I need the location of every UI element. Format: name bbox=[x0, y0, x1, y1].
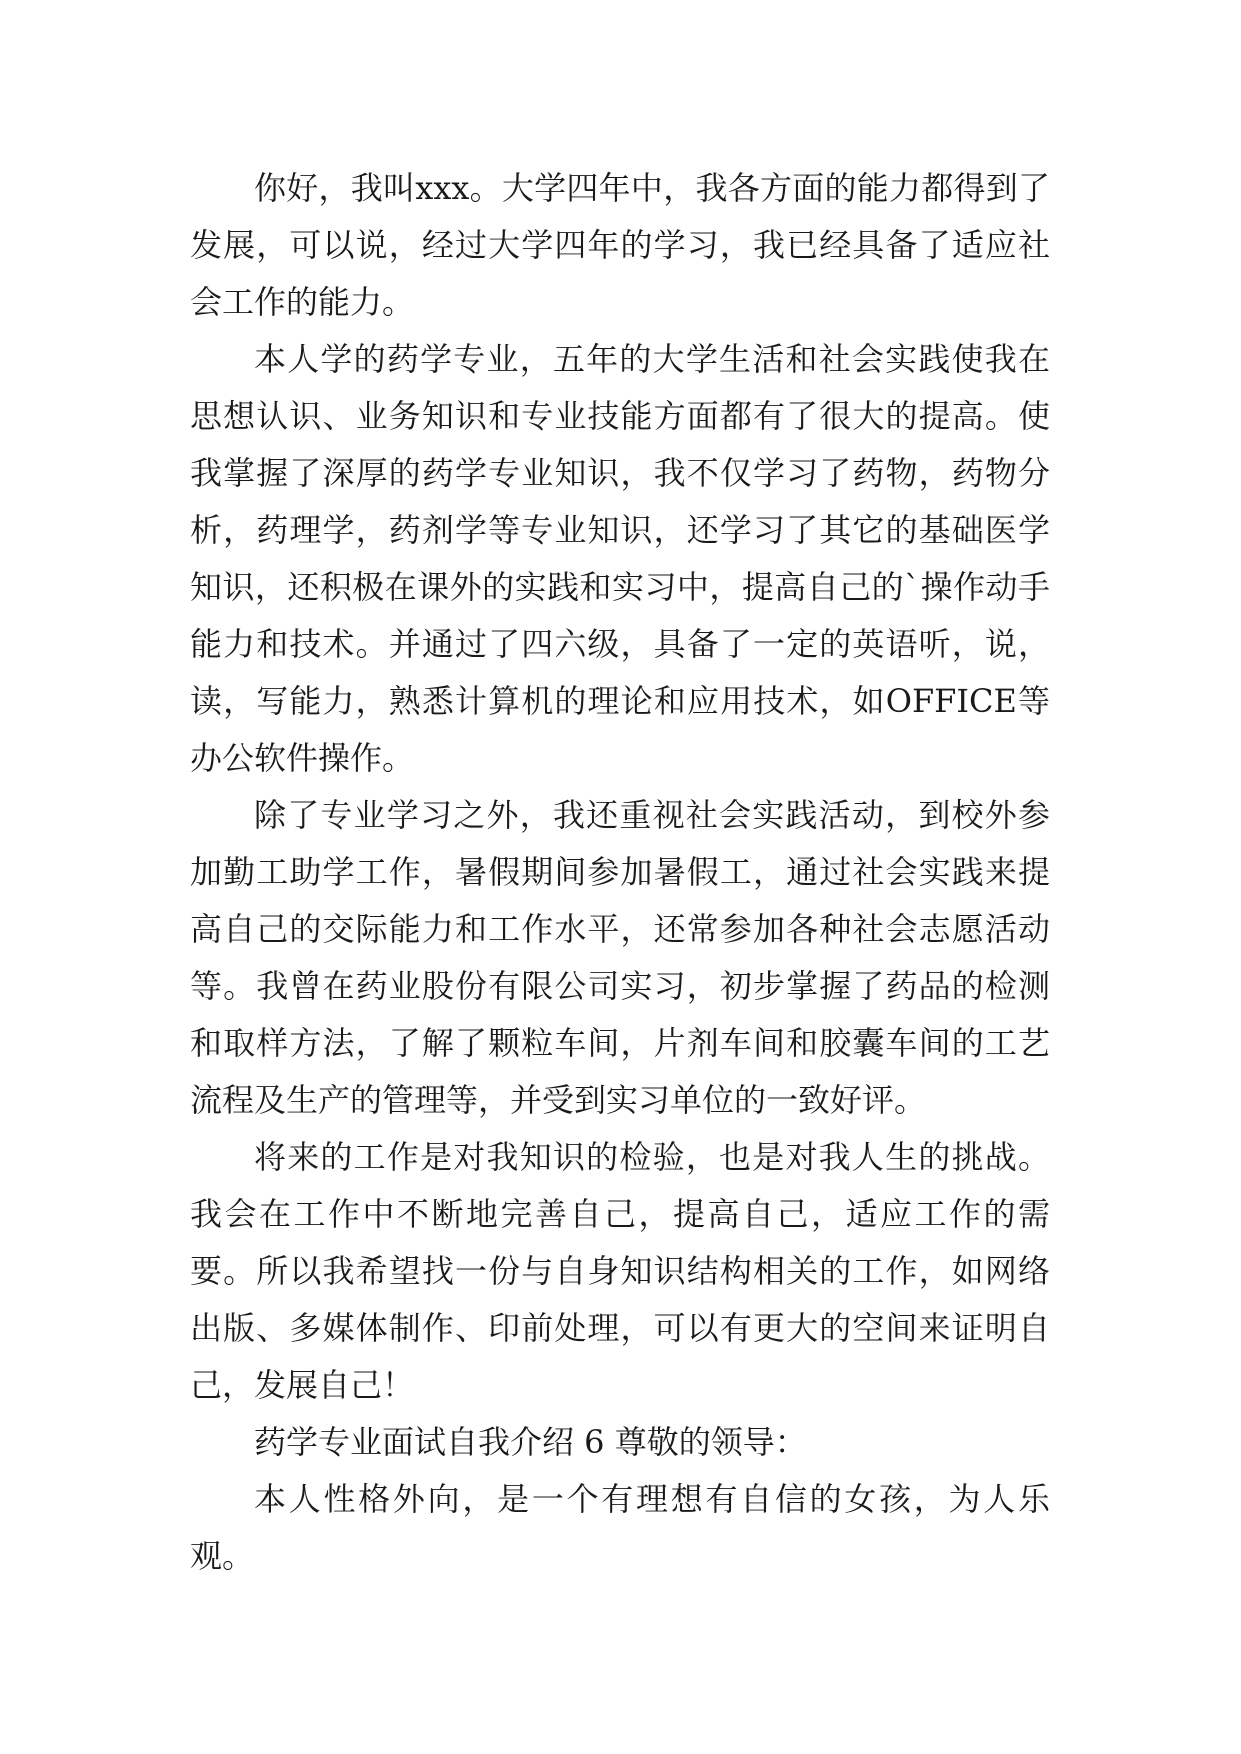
paragraph-personality: 本人性格外向，是一个有理想有自信的女孩，为人乐观。 bbox=[190, 1480, 1050, 1575]
document-body bbox=[190, 160, 1050, 1585]
paragraph-future: 将来的工作是对我知识的检验，也是对我人生的挑战。我会在工作中不断地完善自己，提高自己，适应工作的需要。所以我希望找一份与自身知识结构相关的工作，如网络出版、多媒体制作、印前处理，可以有更大的空间来证明自己，发展自己！ bbox=[190, 1138, 1050, 1404]
section-heading: 药学专业面试自我介绍 6 尊敬的领导： bbox=[254, 1423, 807, 1461]
paragraph-intro: 你好，我叫xxx。大学四年中，我各方面的能力都得到了发展，可以说，经过大学四年的学习，我已经具备了适应社会工作的能力。 bbox=[190, 169, 1050, 321]
paragraph-practice: 除了专业学习之外，我还重视社会实践活动，到校外参加勤工助学工作，暑假期间参加暑假工，通过社会实践来提高自己的交际能力和工作水平，还常参加各种社会志愿活动等。我曾在药业股份有限公司实习，初步掌握了药品的检测和取样方法，了解了颗粒车间，片剂车间和胶囊车间的工艺流程及生产的管理等，并受到实习单位的一致好评。 bbox=[190, 796, 1050, 1119]
paragraph-major: 本人学的药学专业，五年的大学生活和社会实践使我在思想认识、业务知识和专业技能方面都有了很大的提高。使我掌握了深厚的药学专业知识，我不仅学习了药物，药物分析，药理学，药剂学等专业知识，还学习了其它的基础医学知识，还积极在课外的实践和实习中，提高自己的`操作动手能力和技术。并通过了四六级，具备了一定的英语听，说，读，写能力，熟悉计算机的理论和应用技术，如OFFICE等办公软件操作。 bbox=[190, 340, 1050, 777]
